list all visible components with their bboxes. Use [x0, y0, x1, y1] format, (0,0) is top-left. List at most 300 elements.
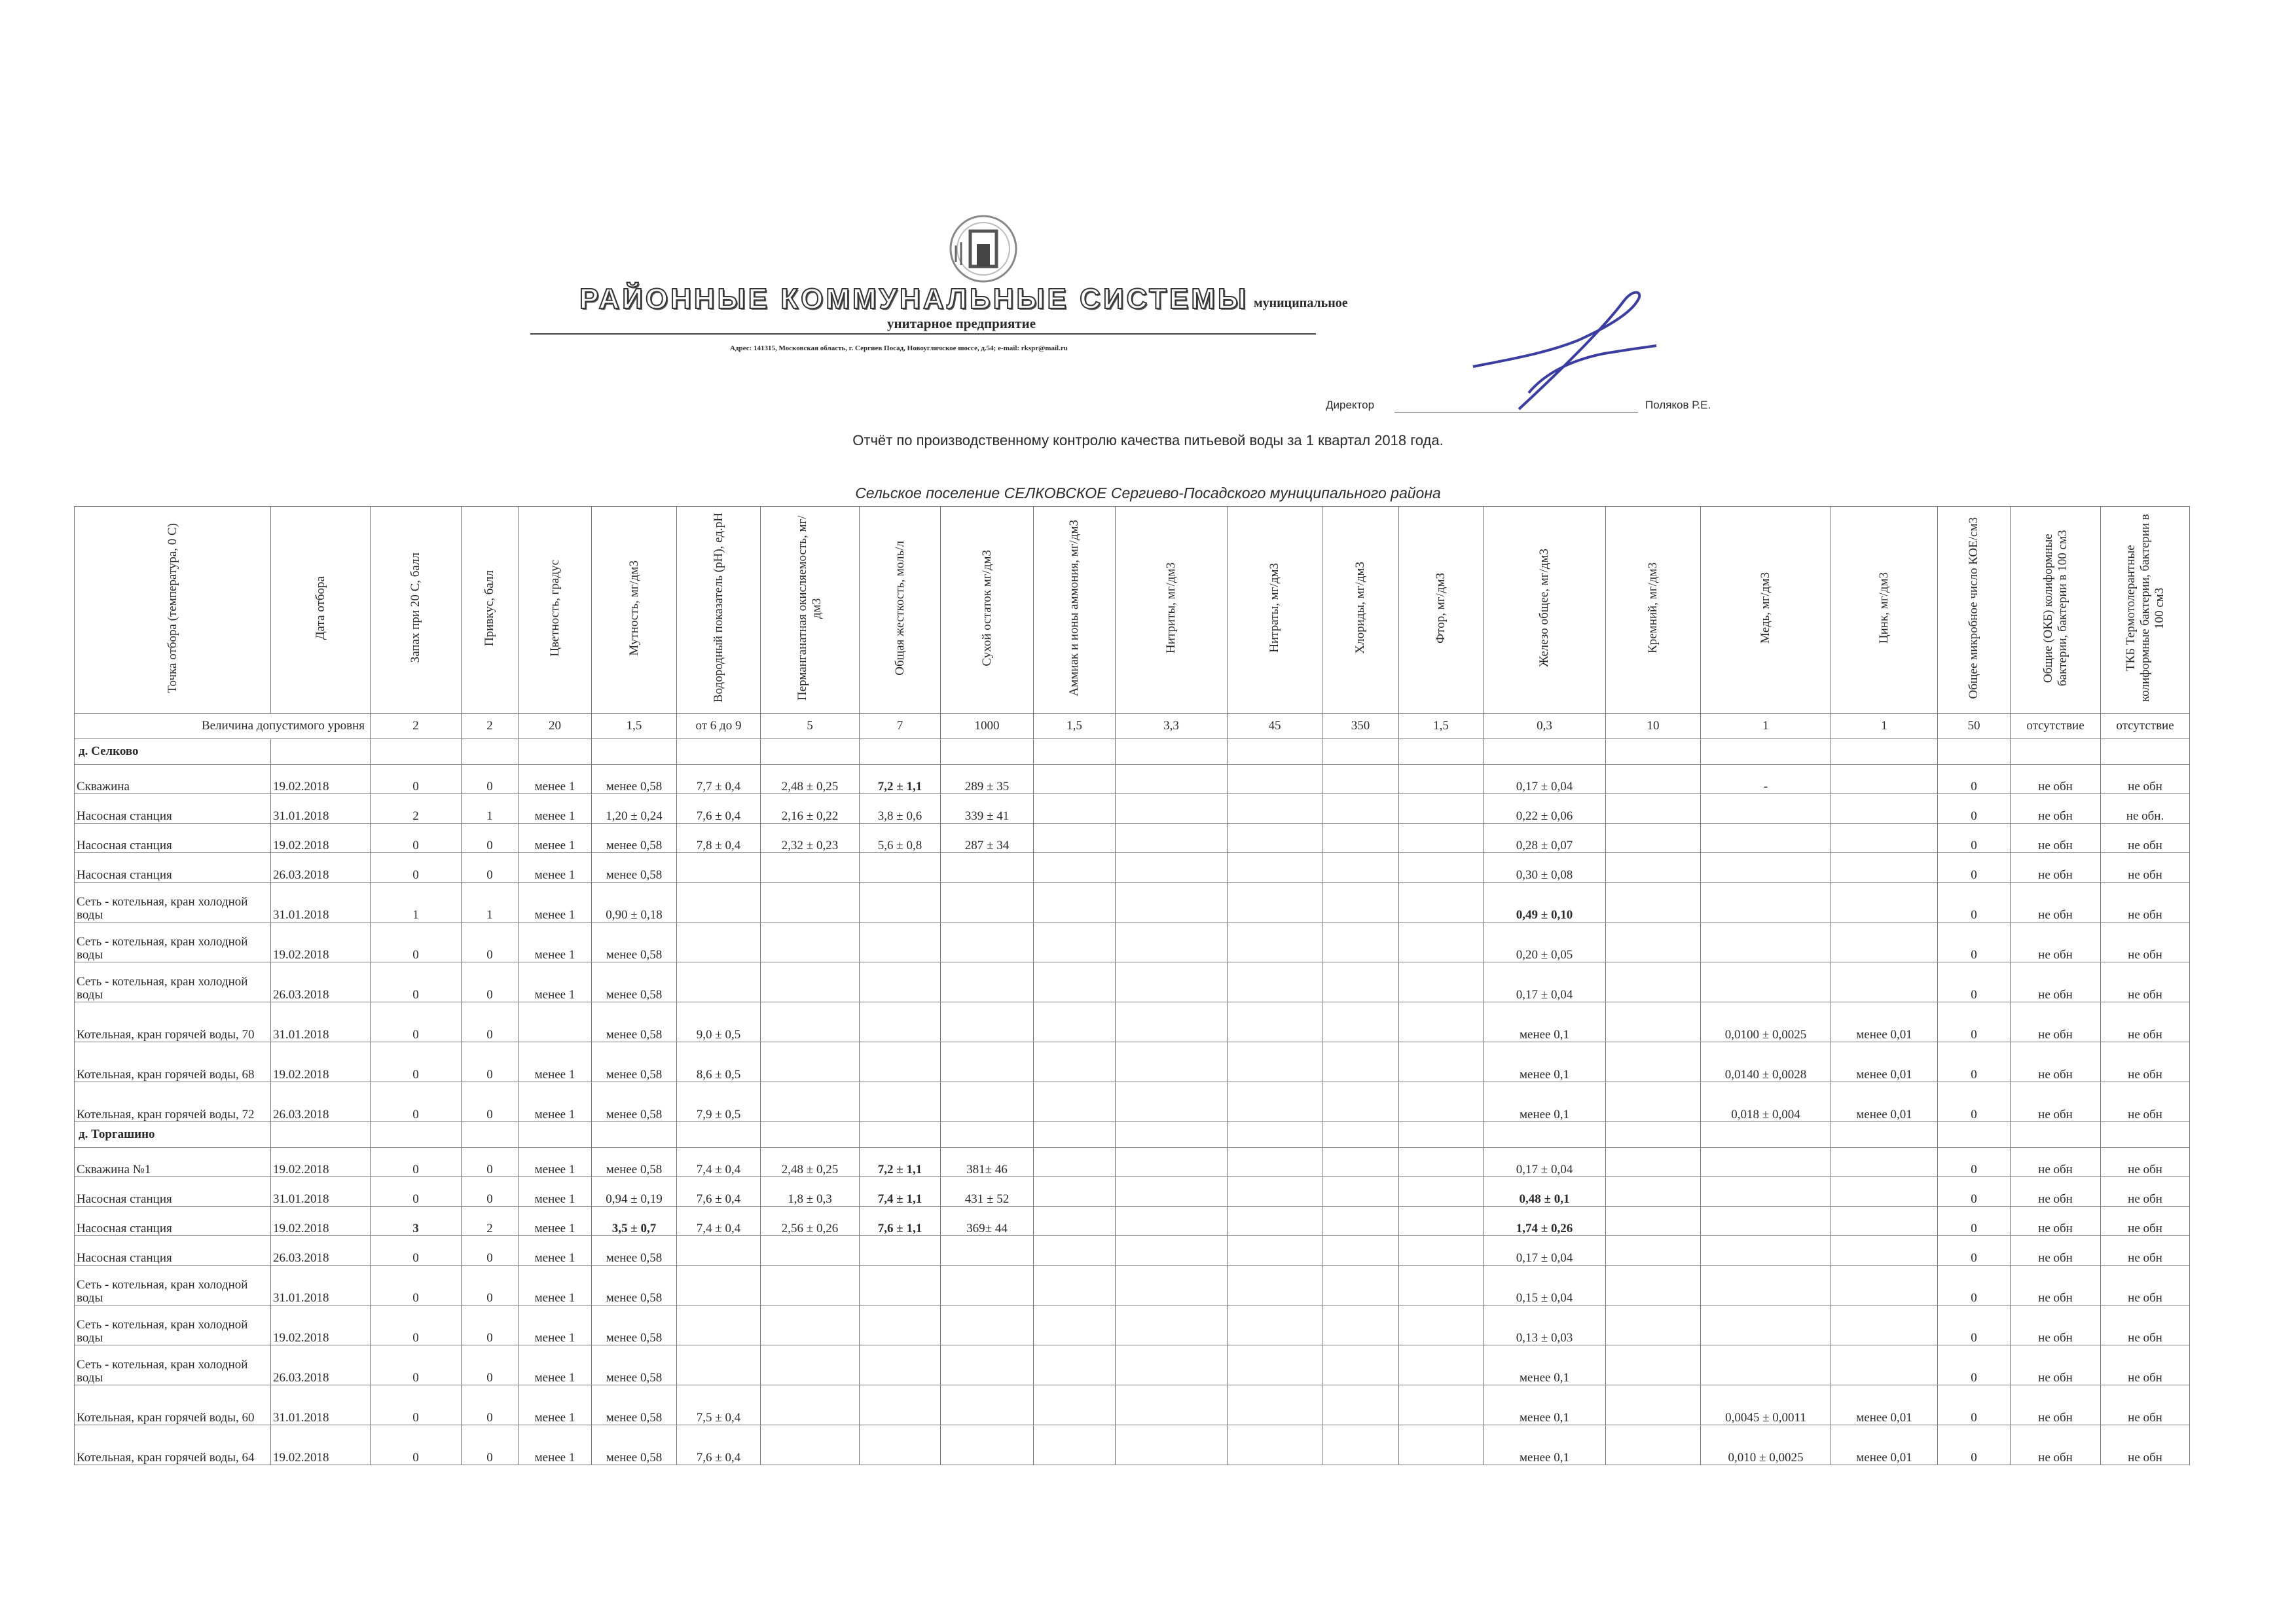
norm-cell: 3,3 — [1116, 714, 1228, 739]
value-cell — [677, 883, 761, 922]
empty-cell — [1701, 739, 1831, 765]
value-cell: 7,6 ± 0,4 — [677, 794, 761, 824]
value-cell: менее 0,01 — [1831, 1082, 1938, 1122]
column-header — [371, 507, 462, 714]
value-cell — [1606, 922, 1701, 962]
value-cell — [1322, 1266, 1399, 1305]
value-cell: 2,48 ± 0,25 — [761, 765, 860, 794]
date-cell: 19.02.2018 — [271, 922, 371, 962]
value-cell — [1831, 1345, 1938, 1385]
value-cell — [860, 1385, 941, 1425]
director-signature — [1467, 288, 1663, 412]
empty-cell — [1831, 739, 1938, 765]
value-cell: менее 0,58 — [592, 962, 677, 1002]
sampling-point-cell: Скважина №1 — [75, 1148, 271, 1177]
value-cell — [1228, 1266, 1322, 1305]
value-cell: 0 — [462, 853, 519, 883]
norm-cell: 7 — [860, 714, 941, 739]
value-cell: не обн — [2011, 824, 2101, 853]
value-cell: не обн — [2011, 1345, 2101, 1385]
value-cell — [1116, 1082, 1228, 1122]
value-cell: менее 0,1 — [1484, 1425, 1606, 1465]
value-cell: 7,2 ± 1,1 — [860, 765, 941, 794]
column-header-label: Запах при 20 С, балл — [409, 553, 422, 663]
value-cell — [1116, 824, 1228, 853]
value-cell — [1228, 1305, 1322, 1345]
value-cell: 0 — [1938, 794, 2011, 824]
table-row — [75, 1345, 2190, 1385]
value-cell — [1116, 1236, 1228, 1266]
value-cell — [1322, 1177, 1399, 1207]
value-cell — [677, 922, 761, 962]
norm-cell: отсутствие — [2101, 714, 2190, 739]
value-cell: 0 — [371, 1385, 462, 1425]
value-cell — [1399, 1207, 1484, 1236]
table-row — [75, 883, 2190, 922]
value-cell: менее 0,58 — [592, 922, 677, 962]
value-cell: менее 1 — [519, 1177, 592, 1207]
value-cell — [1701, 853, 1831, 883]
value-cell: менее 1 — [519, 794, 592, 824]
value-cell: 0,48 ± 0,1 — [1484, 1177, 1606, 1207]
value-cell: 0 — [371, 1042, 462, 1082]
value-cell: не обн — [2101, 1236, 2190, 1266]
value-cell — [941, 1002, 1034, 1042]
column-header — [1938, 507, 2011, 714]
value-cell: не обн — [2011, 765, 2101, 794]
value-cell — [1322, 1207, 1399, 1236]
value-cell — [1034, 922, 1116, 962]
value-cell — [1322, 1345, 1399, 1385]
value-cell — [1228, 883, 1322, 922]
value-cell — [1831, 883, 1938, 922]
value-cell: 0,49 ± 0,10 — [1484, 883, 1606, 922]
value-cell: менее 1 — [519, 962, 592, 1002]
empty-cell — [1831, 1122, 1938, 1148]
value-cell — [761, 1345, 860, 1385]
value-cell — [860, 883, 941, 922]
date-cell: 31.01.2018 — [271, 883, 371, 922]
company-type-line2: унитарное предприятие — [887, 316, 1036, 331]
value-cell — [1606, 794, 1701, 824]
value-cell: менее 1 — [519, 1345, 592, 1385]
date-cell: 19.02.2018 — [271, 1042, 371, 1082]
value-cell — [1831, 922, 1938, 962]
value-cell — [1831, 1305, 1938, 1345]
value-cell: не обн — [2011, 1082, 2101, 1122]
value-cell — [1831, 962, 1938, 1002]
value-cell — [1228, 1082, 1322, 1122]
empty-cell — [1399, 1122, 1484, 1148]
value-cell: 0 — [462, 1177, 519, 1207]
value-cell: 0,30 ± 0,08 — [1484, 853, 1606, 883]
value-cell — [1399, 1425, 1484, 1465]
value-cell — [941, 1385, 1034, 1425]
value-cell — [941, 1345, 1034, 1385]
value-cell — [1116, 765, 1228, 794]
value-cell: 0 — [371, 1345, 462, 1385]
table-row — [75, 922, 2190, 962]
value-cell — [941, 1266, 1034, 1305]
value-cell — [677, 1236, 761, 1266]
empty-cell — [371, 1122, 462, 1148]
value-cell: 0,17 ± 0,04 — [1484, 765, 1606, 794]
value-cell — [1606, 1002, 1701, 1042]
value-cell: не обн — [2101, 962, 2190, 1002]
column-header-label: Сухой остаток мг/дм3 — [979, 549, 994, 666]
value-cell: не обн — [2101, 1425, 2190, 1465]
value-cell: менее 0,01 — [1831, 1385, 1938, 1425]
value-cell: 0,0045 ± 0,0011 — [1701, 1385, 1831, 1425]
value-cell: 0 — [462, 1425, 519, 1465]
sampling-point-cell: Насосная станция — [75, 853, 271, 883]
value-cell — [677, 1266, 761, 1305]
value-cell — [677, 962, 761, 1002]
norm-cell: 45 — [1228, 714, 1322, 739]
empty-cell — [1399, 739, 1484, 765]
value-cell — [860, 1345, 941, 1385]
value-cell: не обн — [2011, 1207, 2101, 1236]
value-cell: менее 1 — [519, 1042, 592, 1082]
sampling-point-cell: Насосная станция — [75, 794, 271, 824]
value-cell — [1228, 794, 1322, 824]
value-cell: менее 0,58 — [592, 1345, 677, 1385]
company-type: муниципальное — [1254, 296, 1348, 310]
value-cell — [1116, 853, 1228, 883]
value-cell — [1606, 1207, 1701, 1236]
value-cell: не обн — [2101, 765, 2190, 794]
value-cell — [941, 922, 1034, 962]
norm-cell: от 6 до 9 — [677, 714, 761, 739]
value-cell — [1034, 1305, 1116, 1345]
value-cell — [1034, 1345, 1116, 1385]
value-cell — [1034, 1177, 1116, 1207]
empty-cell — [1228, 739, 1322, 765]
sampling-point-cell: Насосная станция — [75, 1177, 271, 1207]
date-cell: 19.02.2018 — [271, 1207, 371, 1236]
value-cell: не обн — [2101, 1148, 2190, 1177]
column-header — [75, 507, 271, 714]
column-header — [1484, 507, 1606, 714]
empty-cell — [941, 739, 1034, 765]
value-cell: менее 0,1 — [1484, 1345, 1606, 1385]
sampling-point-cell: Котельная, кран горячей воды, 70 — [75, 1002, 271, 1042]
norm-cell: 1,5 — [1034, 714, 1116, 739]
table-row — [75, 1002, 2190, 1042]
column-header-label: Привкус, балл — [483, 570, 496, 646]
value-cell: 0 — [462, 765, 519, 794]
value-cell — [1606, 962, 1701, 1002]
value-cell — [860, 962, 941, 1002]
column-header — [271, 507, 371, 714]
value-cell: менее 1 — [519, 853, 592, 883]
value-cell — [860, 1236, 941, 1266]
company-logo-icon — [943, 213, 1028, 285]
empty-cell — [462, 739, 519, 765]
value-cell: 0 — [371, 853, 462, 883]
value-cell — [1322, 1042, 1399, 1082]
value-cell: 0,22 ± 0,06 — [1484, 794, 1606, 824]
value-cell — [761, 1082, 860, 1122]
value-cell: не обн — [2011, 1177, 2101, 1207]
value-cell — [1228, 853, 1322, 883]
column-header — [1399, 507, 1484, 714]
norm-cell: отсутствие — [2011, 714, 2101, 739]
value-cell — [1116, 1042, 1228, 1082]
value-cell: 0 — [1938, 922, 2011, 962]
value-cell — [1034, 883, 1116, 922]
value-cell: менее 0,01 — [1831, 1002, 1938, 1042]
column-header-label: Общая жесткость, моль/л — [892, 540, 907, 676]
value-cell — [1116, 1345, 1228, 1385]
section-title: д. Торгашино — [75, 1122, 271, 1148]
value-cell: 381± 46 — [941, 1148, 1034, 1177]
value-cell: менее 0,58 — [592, 1266, 677, 1305]
value-cell — [1606, 1082, 1701, 1122]
value-cell: не обн — [2011, 922, 2101, 962]
empty-cell — [462, 1122, 519, 1148]
value-cell: 7,6 ± 0,4 — [677, 1177, 761, 1207]
value-cell — [761, 1266, 860, 1305]
value-cell — [1606, 1305, 1701, 1345]
empty-cell — [2011, 1122, 2101, 1148]
value-cell — [1399, 765, 1484, 794]
norm-cell: 20 — [519, 714, 592, 739]
value-cell: 3,8 ± 0,6 — [860, 794, 941, 824]
value-cell — [1606, 765, 1701, 794]
value-cell: не обн — [2011, 853, 2101, 883]
value-cell — [1322, 1385, 1399, 1425]
value-cell: 0,010 ± 0,0025 — [1701, 1425, 1831, 1465]
value-cell: менее 1 — [519, 765, 592, 794]
value-cell: 2,16 ± 0,22 — [761, 794, 860, 824]
value-cell: менее 0,58 — [592, 1236, 677, 1266]
column-header-label: Мутность, мг/дм3 — [627, 560, 641, 656]
empty-cell — [860, 739, 941, 765]
column-header — [860, 507, 941, 714]
sampling-point-cell: Сеть - котельная, кран холодной воды — [75, 1345, 271, 1385]
value-cell — [1228, 1207, 1322, 1236]
value-cell: 0 — [371, 1425, 462, 1465]
value-cell: не обн — [2011, 1266, 2101, 1305]
table-row — [75, 1236, 2190, 1266]
empty-cell — [761, 739, 860, 765]
value-cell: не обн — [2101, 824, 2190, 853]
table-row — [75, 962, 2190, 1002]
value-cell — [1831, 1148, 1938, 1177]
value-cell — [1228, 765, 1322, 794]
value-cell — [1034, 1002, 1116, 1042]
value-cell — [1322, 1236, 1399, 1266]
date-cell: 19.02.2018 — [271, 1148, 371, 1177]
column-header-label: ТКБ Термотолерантные колиформные бактерии, бактерии в 100 см3 — [2123, 514, 2166, 702]
empty-cell — [1322, 1122, 1399, 1148]
empty-cell — [677, 1122, 761, 1148]
value-cell: менее 1 — [519, 1207, 592, 1236]
value-cell: 0 — [371, 765, 462, 794]
value-cell: 7,9 ± 0,5 — [677, 1082, 761, 1122]
norm-row — [75, 714, 2190, 739]
value-cell — [1606, 824, 1701, 853]
value-cell — [1831, 1266, 1938, 1305]
value-cell — [1322, 824, 1399, 853]
date-cell: 31.01.2018 — [271, 1177, 371, 1207]
value-cell: 339 ± 41 — [941, 794, 1034, 824]
value-cell: 0 — [371, 1177, 462, 1207]
value-cell — [1606, 1236, 1701, 1266]
value-cell — [860, 1002, 941, 1042]
director-name: Поляков Р.Е. — [1645, 399, 1711, 411]
sampling-point-cell: Сеть - котельная, кран холодной воды — [75, 883, 271, 922]
column-header-label: Водородный показатель (pH), ед.pH — [711, 513, 725, 703]
settlement-title: Сельское поселение СЕЛКОВСКОЕ Сергиево-Посадского муниципального района — [855, 484, 1441, 501]
value-cell — [1399, 794, 1484, 824]
value-cell: менее 1 — [519, 1236, 592, 1266]
value-cell: менее 1 — [519, 824, 592, 853]
value-cell: менее 0,58 — [592, 1385, 677, 1425]
value-cell — [1116, 1002, 1228, 1042]
value-cell — [1399, 1002, 1484, 1042]
value-cell — [860, 922, 941, 962]
value-cell: 7,7 ± 0,4 — [677, 765, 761, 794]
value-cell: 0,0100 ± 0,0025 — [1701, 1002, 1831, 1042]
letterhead — [0, 0, 2296, 501]
value-cell: не обн — [2101, 1082, 2190, 1122]
date-cell: 26.03.2018 — [271, 1082, 371, 1122]
section-row — [75, 1122, 2190, 1148]
value-cell — [1034, 1266, 1116, 1305]
value-cell — [1399, 1148, 1484, 1177]
value-cell: не обн — [2011, 883, 2101, 922]
value-cell: не обн — [2011, 962, 2101, 1002]
value-cell — [677, 853, 761, 883]
value-cell: менее 1 — [519, 883, 592, 922]
value-cell: менее 0,58 — [592, 1305, 677, 1345]
value-cell — [1034, 1236, 1116, 1266]
value-cell — [1116, 1425, 1228, 1465]
value-cell — [1399, 1345, 1484, 1385]
director-label: Директор — [1326, 399, 1375, 411]
value-cell — [1228, 1042, 1322, 1082]
letterhead-divider — [530, 333, 1316, 335]
empty-cell — [2101, 1122, 2190, 1148]
sampling-point-cell: Котельная, кран горячей воды, 68 — [75, 1042, 271, 1082]
value-cell — [1228, 1385, 1322, 1425]
value-cell: 0 — [462, 1236, 519, 1266]
table-row — [75, 1082, 2190, 1122]
value-cell: 0 — [462, 1148, 519, 1177]
date-cell: 19.02.2018 — [271, 1305, 371, 1345]
value-cell — [1034, 1425, 1116, 1465]
report-title: Отчёт по производственному контролю качества питьевой воды за 1 квартал 2018 года. — [852, 432, 1444, 448]
value-cell — [1701, 1345, 1831, 1385]
value-cell: менее 0,01 — [1831, 1425, 1938, 1465]
value-cell — [1116, 1177, 1228, 1207]
empty-cell — [1034, 739, 1116, 765]
value-cell — [1701, 883, 1831, 922]
value-cell: менее 1 — [519, 1082, 592, 1122]
value-cell: менее 1 — [519, 1385, 592, 1425]
value-cell — [1116, 1305, 1228, 1345]
value-cell: менее 0,1 — [1484, 1082, 1606, 1122]
value-cell: 0 — [462, 1042, 519, 1082]
value-cell — [1606, 1266, 1701, 1305]
value-cell — [1399, 1305, 1484, 1345]
column-header-label: Общее микробное число КОЕ/см3 — [1967, 517, 1980, 699]
value-cell — [1831, 853, 1938, 883]
value-cell: 1,8 ± 0,3 — [761, 1177, 860, 1207]
value-cell — [1322, 1148, 1399, 1177]
value-cell — [1606, 1425, 1701, 1465]
value-cell: 0 — [371, 962, 462, 1002]
value-cell — [1116, 1207, 1228, 1236]
value-cell — [1116, 962, 1228, 1002]
value-cell: 0,13 ± 0,03 — [1484, 1305, 1606, 1345]
section-row — [75, 739, 2190, 765]
value-cell — [1228, 1177, 1322, 1207]
value-cell: 0 — [462, 922, 519, 962]
value-cell — [1399, 883, 1484, 922]
norm-cell: 0,3 — [1484, 714, 1606, 739]
column-header-label: Нитраты, мг/дм3 — [1267, 563, 1281, 653]
column-header — [2101, 507, 2190, 714]
empty-cell — [761, 1122, 860, 1148]
value-cell: 0 — [371, 1305, 462, 1345]
value-cell — [941, 853, 1034, 883]
value-cell: не обн — [2011, 794, 2101, 824]
value-cell — [1399, 962, 1484, 1002]
table-row — [75, 1266, 2190, 1305]
value-cell — [1606, 1177, 1701, 1207]
value-cell — [1831, 765, 1938, 794]
value-cell — [1228, 1148, 1322, 1177]
value-cell — [941, 1305, 1034, 1345]
value-cell: - — [1701, 765, 1831, 794]
value-cell: 0,90 ± 0,18 — [592, 883, 677, 922]
value-cell: 431 ± 52 — [941, 1177, 1034, 1207]
value-cell — [1116, 1385, 1228, 1425]
empty-cell — [271, 1122, 371, 1148]
table-row — [75, 1425, 2190, 1465]
water-quality-table — [74, 506, 2190, 1465]
value-cell — [1116, 1266, 1228, 1305]
value-cell — [1831, 1177, 1938, 1207]
date-cell: 19.02.2018 — [271, 765, 371, 794]
value-cell: 0 — [1938, 853, 2011, 883]
value-cell: 7,6 ± 0,4 — [677, 1425, 761, 1465]
table-row — [75, 853, 2190, 883]
value-cell: 1,74 ± 0,26 — [1484, 1207, 1606, 1236]
value-cell: 2 — [371, 794, 462, 824]
value-cell — [1701, 794, 1831, 824]
empty-cell — [1116, 739, 1228, 765]
value-cell — [1399, 922, 1484, 962]
norm-cell: 1 — [1701, 714, 1831, 739]
value-cell — [1322, 1082, 1399, 1122]
empty-cell — [1484, 739, 1606, 765]
empty-cell — [592, 739, 677, 765]
value-cell: 0 — [1938, 1148, 2011, 1177]
empty-cell — [1228, 1122, 1322, 1148]
value-cell — [1322, 922, 1399, 962]
date-cell: 19.02.2018 — [271, 824, 371, 853]
column-header-label: Перманганатная окисляемость, мг/дм3 — [795, 515, 824, 701]
norm-label: Величина допустимого уровня — [75, 714, 371, 739]
value-cell — [1116, 1148, 1228, 1177]
empty-cell — [2101, 739, 2190, 765]
value-cell — [860, 853, 941, 883]
empty-cell — [592, 1122, 677, 1148]
